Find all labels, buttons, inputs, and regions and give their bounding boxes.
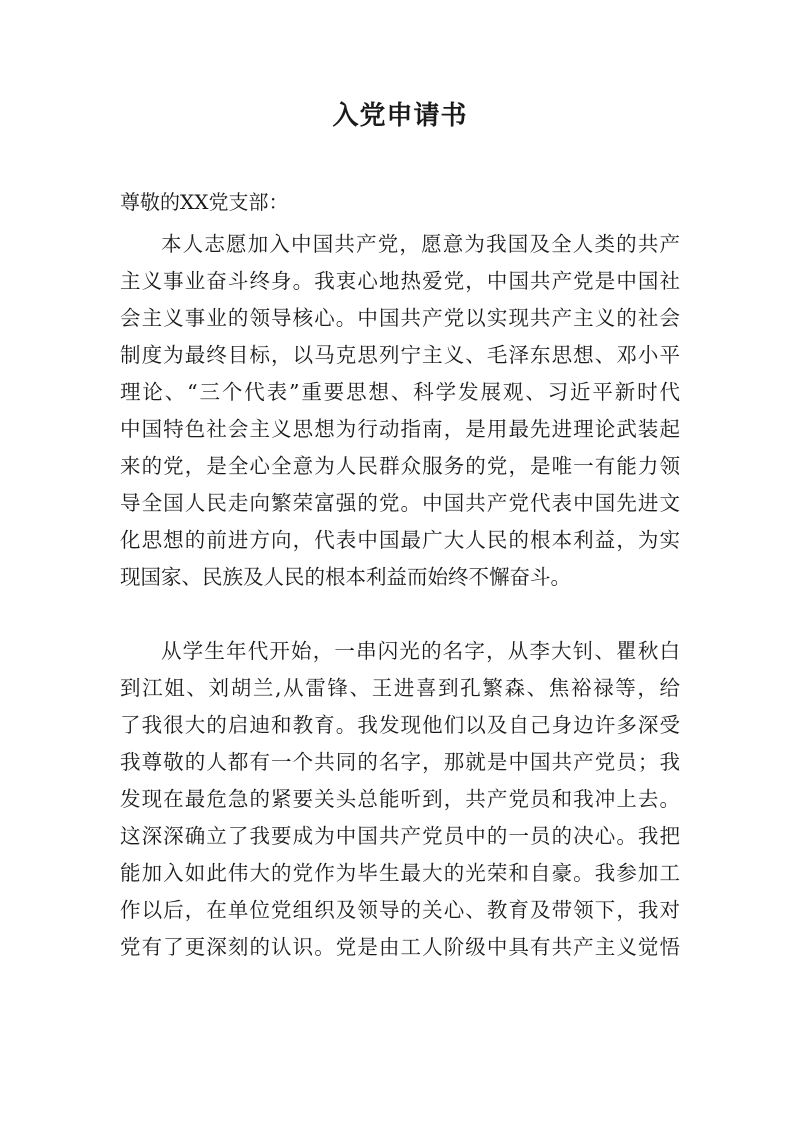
salutation: 尊敬的XX党支部：: [120, 190, 289, 214]
paragraph-1-line-2: 主义事业奋斗终身。我衷心地热爱党，中国共产党是中国社: [120, 269, 680, 293]
paragraph-1-line-4: 制度为最终目标，以马克思列宁主义、毛泽东思想、邓小平: [120, 343, 680, 367]
paragraph-2-line-2: 到江姐、刘胡兰,从雷锋、王进喜到孔繁森、焦裕禄等，给: [120, 676, 680, 700]
paragraph-1-line-7: 来的党，是全心全意为人民群众服务的党，是唯一有能力领: [120, 454, 680, 478]
paragraph-1-line-5: 理论、“三个代表”重要思想、科学发展观、习近平新时代: [120, 380, 680, 404]
paragraph-2-line-7: 能加入如此伟大的党作为毕生最大的光荣和自豪。我参加工: [120, 861, 680, 885]
paragraph-2-line-9: 党有了更深刻的认识。党是由工人阶级中具有共产主义觉悟: [120, 935, 680, 959]
paragraph-2-line-3: 了我很大的启迪和教育。我发现他们以及自己身边许多深受: [120, 713, 680, 737]
paragraph-1-line-9: 化思想的前进方向，代表中国最广大人民的根本利益，为实: [120, 528, 680, 552]
paragraph-1-line-3: 会主义事业的领导核心。中国共产党以实现共产主义的社会: [120, 306, 680, 330]
paragraph-1-line-1: 本人志愿加入中国共产党，愿意为我国及全人类的共产: [161, 232, 680, 256]
paragraph-2-line-5: 发现在最危急的紧要关头总能听到，共产党员和我冲上去。: [120, 787, 680, 811]
paragraph-1-line-6: 中国特色社会主义思想为行动指南，是用最先进理论武装起: [120, 417, 680, 441]
document-title: 入党申请书: [332, 101, 468, 131]
paragraph-2-line-1: 从学生年代开始，一串闪光的名字，从李大钊、瞿秋白: [161, 639, 680, 663]
paragraph-2-line-8: 作以后，在单位党组织及领导的关心、教育及带领下，我对: [120, 898, 680, 922]
paragraph-2-line-6: 这深深确立了我要成为中国共产党员中的一员的决心。我把: [120, 824, 680, 848]
paragraph-2-line-4: 我尊敬的人都有一个共同的名字，那就是中国共产党员；我: [120, 750, 680, 774]
paragraph-1-line-8: 导全国人民走向繁荣富强的党。中国共产党代表中国先进文: [120, 491, 680, 515]
paragraph-1-line-10: 现国家、民族及人民的根本利益而始终不懈奋斗。: [120, 565, 571, 589]
